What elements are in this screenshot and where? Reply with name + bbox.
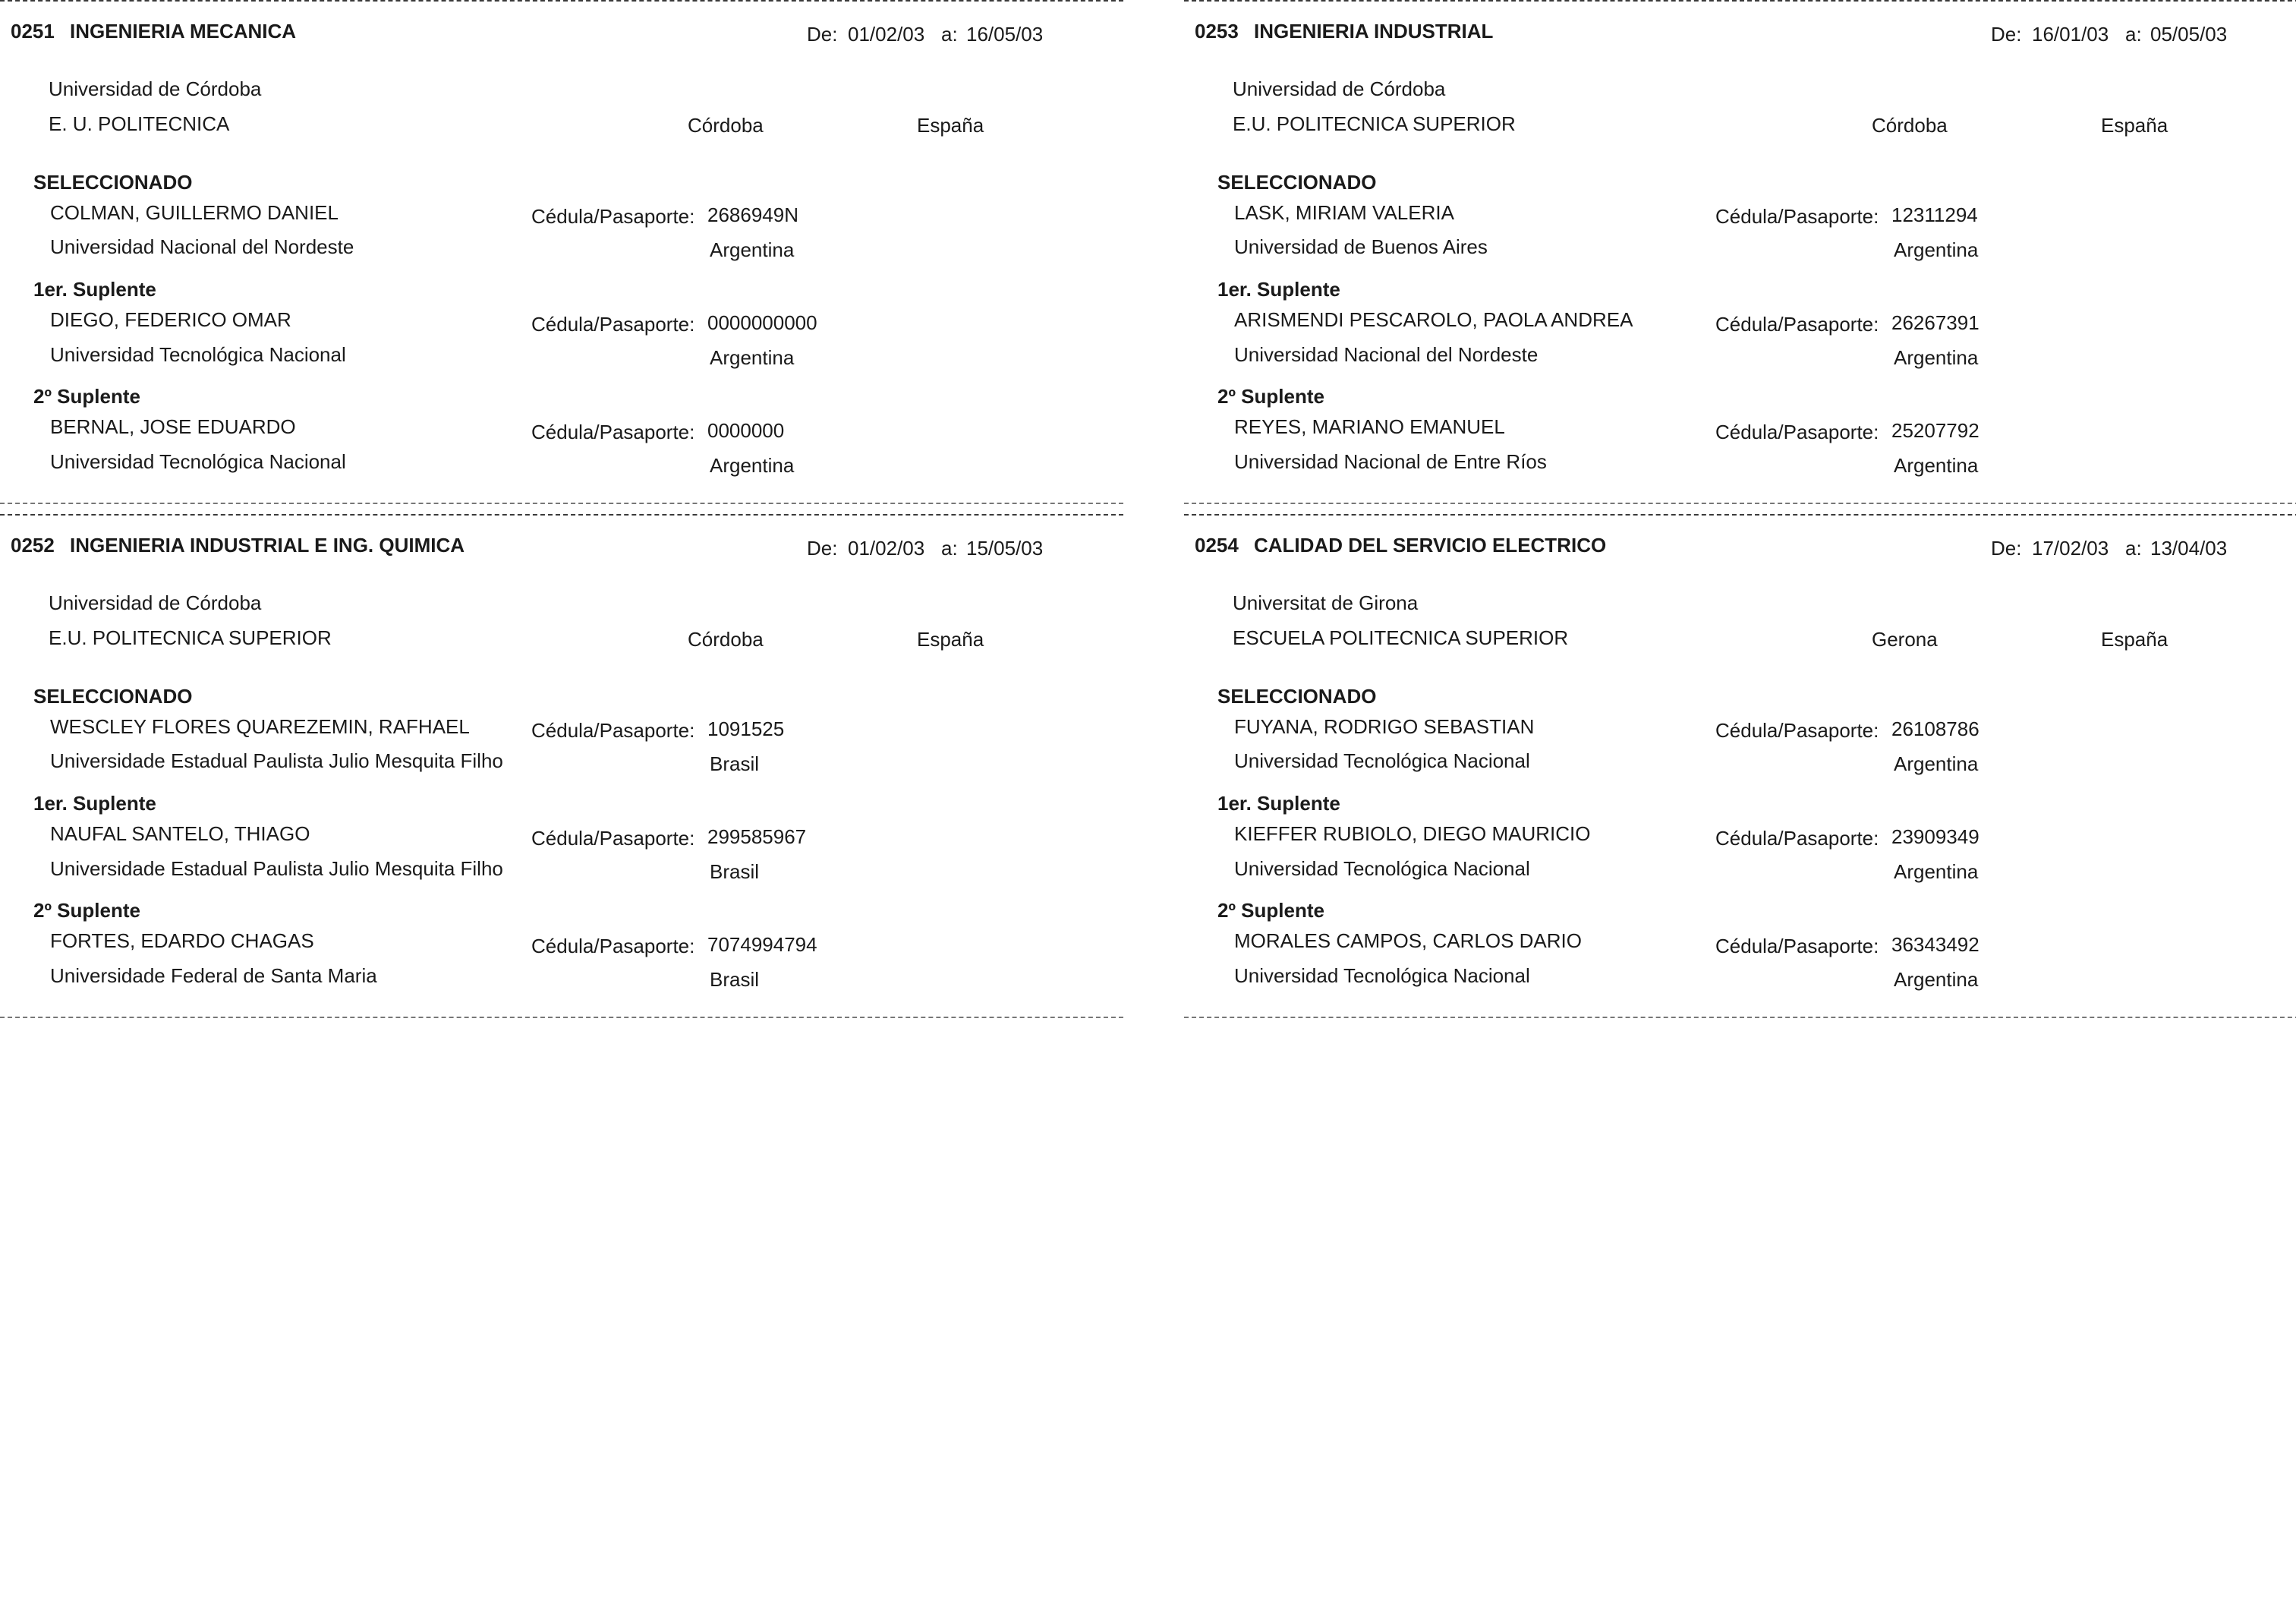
candidate-nationality: Argentina xyxy=(710,346,795,369)
date-to: 13/04/03 xyxy=(2150,537,2228,560)
id-number: 26108786 xyxy=(1891,717,1979,740)
candidate-institution: Universidad Nacional de Entre Ríos xyxy=(1234,450,1547,473)
program-code: 0252 xyxy=(11,534,55,557)
candidate-role: SELECCIONADO xyxy=(33,685,193,708)
candidate-institution: Universidad Tecnológica Nacional xyxy=(50,343,346,366)
candidate-institution: Universidad Nacional del Nordeste xyxy=(50,235,354,258)
candidate-name: COLMAN, GUILLERMO DANIEL xyxy=(50,201,339,224)
date-from-label: De: xyxy=(807,23,838,46)
candidate-name: REYES, MARIANO EMANUEL xyxy=(1234,415,1505,438)
candidate-role: SELECCIONADO xyxy=(33,171,193,194)
candidate-institution: Universidad de Buenos Aires xyxy=(1234,235,1488,258)
candidate-name: FUYANA, RODRIGO SEBASTIAN xyxy=(1234,715,1535,738)
listing-block xyxy=(0,0,1123,509)
candidate-name: WESCLEY FLORES QUAREZEMIN, RAFHAEL xyxy=(50,715,470,738)
host-country: España xyxy=(917,114,984,137)
candidate-name: KIEFFER RUBIOLO, DIEGO MAURICIO xyxy=(1234,822,1591,845)
separator-line xyxy=(1184,514,2296,516)
id-label: Cédula/Pasaporte: xyxy=(531,205,695,228)
separator-line xyxy=(1184,0,2296,2)
candidate-institution: Universidad Nacional del Nordeste xyxy=(1234,343,1539,366)
id-label: Cédula/Pasaporte: xyxy=(1715,313,1879,336)
candidate-nationality: Argentina xyxy=(710,238,795,261)
host-university: Universitat de Girona xyxy=(1233,591,1419,614)
candidate-role: 2º Suplente xyxy=(1217,385,1324,408)
candidate-nationality: Argentina xyxy=(1894,752,1979,775)
id-label: Cédula/Pasaporte: xyxy=(531,827,695,850)
candidate-institution: Universidade Federal de Santa Maria xyxy=(50,964,377,987)
separator-line xyxy=(0,514,1123,516)
date-from: 01/02/03 xyxy=(848,537,925,560)
id-label: Cédula/Pasaporte: xyxy=(1715,827,1879,850)
program-title: CALIDAD DEL SERVICIO ELECTRICO xyxy=(1254,534,1607,557)
host-university: Universidad de Córdoba xyxy=(49,77,262,100)
date-to: 16/05/03 xyxy=(966,23,1044,46)
candidate-nationality: Brasil xyxy=(710,752,760,775)
candidate-nationality: Argentina xyxy=(1894,454,1979,477)
candidate-name: LASK, MIRIAM VALERIA xyxy=(1234,201,1454,224)
id-number: 299585967 xyxy=(707,825,807,848)
candidate-institution: Universidad Tecnológica Nacional xyxy=(1234,749,1530,772)
id-number: 12311294 xyxy=(1891,203,1978,226)
host-country: España xyxy=(2101,628,2168,651)
id-label: Cédula/Pasaporte: xyxy=(531,719,695,742)
candidate-nationality: Argentina xyxy=(1894,238,1979,261)
candidate-role: SELECCIONADO xyxy=(1217,171,1377,194)
program-title: INGENIERIA MECANICA xyxy=(70,20,297,43)
candidate-name: ARISMENDI PESCAROLO, PAOLA ANDREA xyxy=(1234,308,1633,331)
candidate-name: DIEGO, FEDERICO OMAR xyxy=(50,308,291,331)
date-to-label: a: xyxy=(941,537,958,560)
date-from: 01/02/03 xyxy=(848,23,925,46)
candidate-name: BERNAL, JOSE EDUARDO xyxy=(50,415,296,438)
candidate-nationality: Brasil xyxy=(710,968,760,991)
separator-line xyxy=(0,503,1123,504)
candidate-role: 2º Suplente xyxy=(33,899,140,922)
id-number: 1091525 xyxy=(707,717,785,740)
id-label: Cédula/Pasaporte: xyxy=(1715,421,1879,443)
program-title: INGENIERIA INDUSTRIAL E ING. QUIMICA xyxy=(70,534,465,557)
host-school: E. U. POLITECNICA xyxy=(49,112,230,135)
id-number: 2686949N xyxy=(707,203,798,226)
date-to: 15/05/03 xyxy=(966,537,1044,560)
candidate-nationality: Argentina xyxy=(710,454,795,477)
candidate-nationality: Argentina xyxy=(1894,968,1979,991)
date-to-label: a: xyxy=(2125,537,2142,560)
candidate-institution: Universidad Tecnológica Nacional xyxy=(1234,857,1530,880)
separator-line xyxy=(0,1017,1123,1018)
date-to: 05/05/03 xyxy=(2150,23,2228,46)
candidate-name: MORALES CAMPOS, CARLOS DARIO xyxy=(1234,929,1582,952)
date-from-label: De: xyxy=(1991,23,2022,46)
separator-line xyxy=(1184,1017,2296,1018)
host-school: E.U. POLITECNICA SUPERIOR xyxy=(49,626,332,649)
candidate-name: FORTES, EDARDO CHAGAS xyxy=(50,929,314,952)
listing-block xyxy=(1184,514,2296,1023)
host-school: E.U. POLITECNICA SUPERIOR xyxy=(1233,112,1516,135)
candidate-role: 1er. Suplente xyxy=(1217,792,1340,815)
host-school: ESCUELA POLITECNICA SUPERIOR xyxy=(1233,626,1569,649)
host-university: Universidad de Córdoba xyxy=(49,591,262,614)
id-label: Cédula/Pasaporte: xyxy=(1715,719,1879,742)
id-label: Cédula/Pasaporte: xyxy=(1715,205,1879,228)
id-label: Cédula/Pasaporte: xyxy=(531,421,695,443)
host-university: Universidad de Córdoba xyxy=(1233,77,1446,100)
date-from: 17/02/03 xyxy=(2032,537,2109,560)
program-title: INGENIERIA INDUSTRIAL xyxy=(1254,20,1494,43)
candidate-name: NAUFAL SANTELO, THIAGO xyxy=(50,822,310,845)
candidate-nationality: Argentina xyxy=(1894,346,1979,369)
candidate-nationality: Brasil xyxy=(710,860,760,883)
id-number: 0000000 xyxy=(707,419,785,442)
candidate-role: 2º Suplente xyxy=(1217,899,1324,922)
host-city: Córdoba xyxy=(688,114,764,137)
id-number: 26267391 xyxy=(1891,311,1979,334)
candidate-role: SELECCIONADO xyxy=(1217,685,1377,708)
program-code: 0254 xyxy=(1195,534,1239,557)
program-code: 0251 xyxy=(11,20,55,43)
id-number: 36343492 xyxy=(1891,933,1979,956)
date-from-label: De: xyxy=(1991,537,2022,560)
id-number: 23909349 xyxy=(1891,825,1979,848)
id-label: Cédula/Pasaporte: xyxy=(531,935,695,957)
candidate-institution: Universidade Estadual Paulista Julio Mesquita Filho xyxy=(50,749,503,772)
host-city: Gerona xyxy=(1872,628,1938,651)
separator-line xyxy=(1184,503,2296,504)
candidate-role: 1er. Suplente xyxy=(33,792,156,815)
program-code: 0253 xyxy=(1195,20,1239,43)
candidate-institution: Universidad Tecnológica Nacional xyxy=(1234,964,1530,987)
date-from-label: De: xyxy=(807,537,838,560)
id-label: Cédula/Pasaporte: xyxy=(1715,935,1879,957)
host-city: Córdoba xyxy=(688,628,764,651)
listing-block xyxy=(1184,0,2296,509)
date-to-label: a: xyxy=(941,23,958,46)
listing-block xyxy=(0,514,1123,1023)
candidate-nationality: Argentina xyxy=(1894,860,1979,883)
date-from: 16/01/03 xyxy=(2032,23,2109,46)
separator-line xyxy=(0,0,1123,2)
host-city: Córdoba xyxy=(1872,114,1948,137)
candidate-role: 1er. Suplente xyxy=(1217,278,1340,301)
date-to-label: a: xyxy=(2125,23,2142,46)
host-country: España xyxy=(2101,114,2168,137)
candidate-institution: Universidade Estadual Paulista Julio Mesquita Filho xyxy=(50,857,503,880)
candidate-role: 2º Suplente xyxy=(33,385,140,408)
id-number: 0000000000 xyxy=(707,311,817,334)
id-label: Cédula/Pasaporte: xyxy=(531,313,695,336)
id-number: 25207792 xyxy=(1891,419,1979,442)
candidate-role: 1er. Suplente xyxy=(33,278,156,301)
host-country: España xyxy=(917,628,984,651)
id-number: 7074994794 xyxy=(707,933,817,956)
candidate-institution: Universidad Tecnológica Nacional xyxy=(50,450,346,473)
